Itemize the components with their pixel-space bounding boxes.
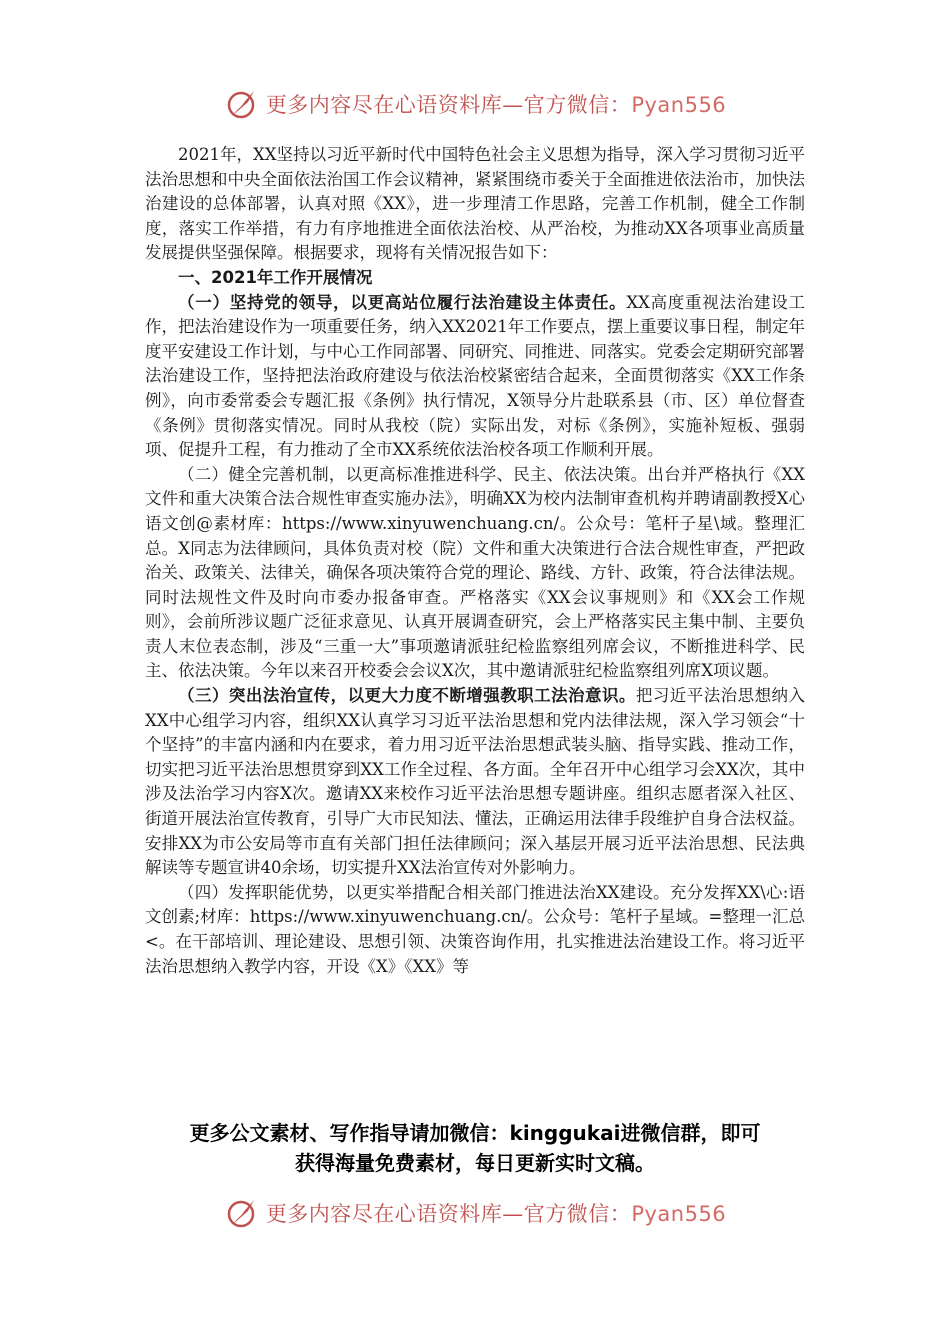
section-1-paragraph	[145, 291, 805, 463]
banner-text: 更多内容尽在心语资料库—官方微信：Pyan556	[265, 1202, 727, 1226]
document-body	[145, 143, 805, 979]
banner-handle: Pyan556	[631, 1202, 727, 1226]
promo-notice	[145, 1118, 805, 1178]
section-4-paragraph: （四）发挥职能优势，以更实举措配合相关部门推进法治XX建设。充分发挥XX\心:语文创素;材库：https://www.xinyuwenchuang.cn/。公众号：笔杆子星域。=整理一汇总<。在干部培训、理论建设、思想引领、决策咨询作用，扎实推进法治建设工作。将习近平法治思想纳入教学内容，开设《X》《XX》等	[145, 882, 805, 976]
quill-logo-icon	[224, 1195, 260, 1231]
promo-line-2: 获得海量免费素材，每日更新实时文稿。	[295, 1151, 655, 1175]
quill-logo-icon	[224, 86, 260, 122]
section-3-paragraph	[145, 684, 805, 881]
section-3-body: 把习近平法治思想纳入XX中心组学习内容，组织XX认真学习习近平法治思想和党内法律法规，深入学习领会“十个坚持”的丰富内涵和内在要求，着力用习近平法治思想武装头脑、指导实践、推动工作，切实把习近平法治思想贯穿到XX工作全过程、各方面。全年召开中心组学习会XX次，其中涉及法治学习内容X次。邀请XX来校作习近平法治思想专题讲座。组织志愿者深入社区、街道开展法治宣传教育，引导广大市民知法、懂法，正确运用法律手段维护自身合法权益。安排XX为市公安局等市直有关部门担任法律顾问；深入基层开展习近平法治思想、民法典解读等专题宣讲40余场，切实提升XX法治宣传对外影响力。	[145, 686, 806, 878]
intro-paragraph: 2021年，XX坚持以习近平新时代中国特色社会主义思想为指导，深入学习贯彻习近平法治思想和中央全面依法治国工作会议精神，紧紧围绕市委关于全面推进依法治市，加快法治建设的总体部署，认真对照《XX》，进一步理清工作思路，完善工作机制，健全工作制度，落实工作举措，有力有序地推进全面依法治校、从严治校，为推动XX各项事业高质量发展提供坚强保障。根据要求，现将有关情况报告如下：	[145, 145, 805, 263]
section-2-paragraph: （二）健全完善机制，以更高标准推进科学、民主、依法决策。出台并严格执行《XX文件和重大决策合法合规性审查实施办法》，明确XX为校内法制审查机构并聘请副教授X心语文创@素材库：https://www.xinyuwenchuang.cn/。公众号：笔杆子星\域。整理汇总。X同志为法律顾问，具体负责对校（院）文件和重大决策进行合法合规性审查，严把政治关、政策关、法律关，确保各项决策符合党的理论、路线、方针、政策，符合法律法规。同时法规性文件及时向市委办报备审查。严格落实《XX会议事规则》和《XX会工作规则》，会前所涉议题广泛征求意见、认真开展调查研究，会上严格落实民主集中制、主要负责人末位表态制，涉及“三重一大”事项邀请派驻纪检监察组列席会议，不断推进科学、民主、依法决策。今年以来召开校委会会议X次，其中邀请派驻纪检监察组列席X项议题。	[145, 464, 805, 681]
footer-banner	[0, 1193, 950, 1233]
banner-handle: Pyan556	[631, 93, 727, 117]
section-heading: 一、2021年工作开展情况	[178, 267, 373, 287]
section-1-body: XX高度重视法治建设工作，把法治建设作为一项重要任务，纳入XX2021年工作要点，摆上重要议事日程，制定年度平安建设工作计划，与中心工作同部署、同研究、同推进、同落实。党委会定期研究部署法治建设工作，坚持把法治政府建设与依法治校紧密结合起来，全面贯彻落实《XX工作条例》，向市委常委会专题汇报《条例》执行情况，X领导分片赴联系县（市、区）单位督查《条例》贯彻落实情况。同时从我校（院）实际出发，对标《条例》，实施补短板、强弱项、促提升工程，有力推动了全市XX系统依法治校各项工作顺利开展。	[145, 292, 806, 460]
header-banner	[0, 84, 950, 124]
section-3-lead: （三）突出法治宣传，以更大力度不断增强教职工法治意识。	[178, 686, 636, 706]
section-1-lead: （一）坚持党的领导，以更高站位履行法治建设主体责任。	[178, 292, 627, 312]
banner-text: 更多内容尽在心语资料库—官方微信：Pyan556	[265, 93, 727, 117]
promo-line-1: 更多公文素材、写作指导请加微信：kinggukai进微信群，即可	[189, 1121, 761, 1145]
